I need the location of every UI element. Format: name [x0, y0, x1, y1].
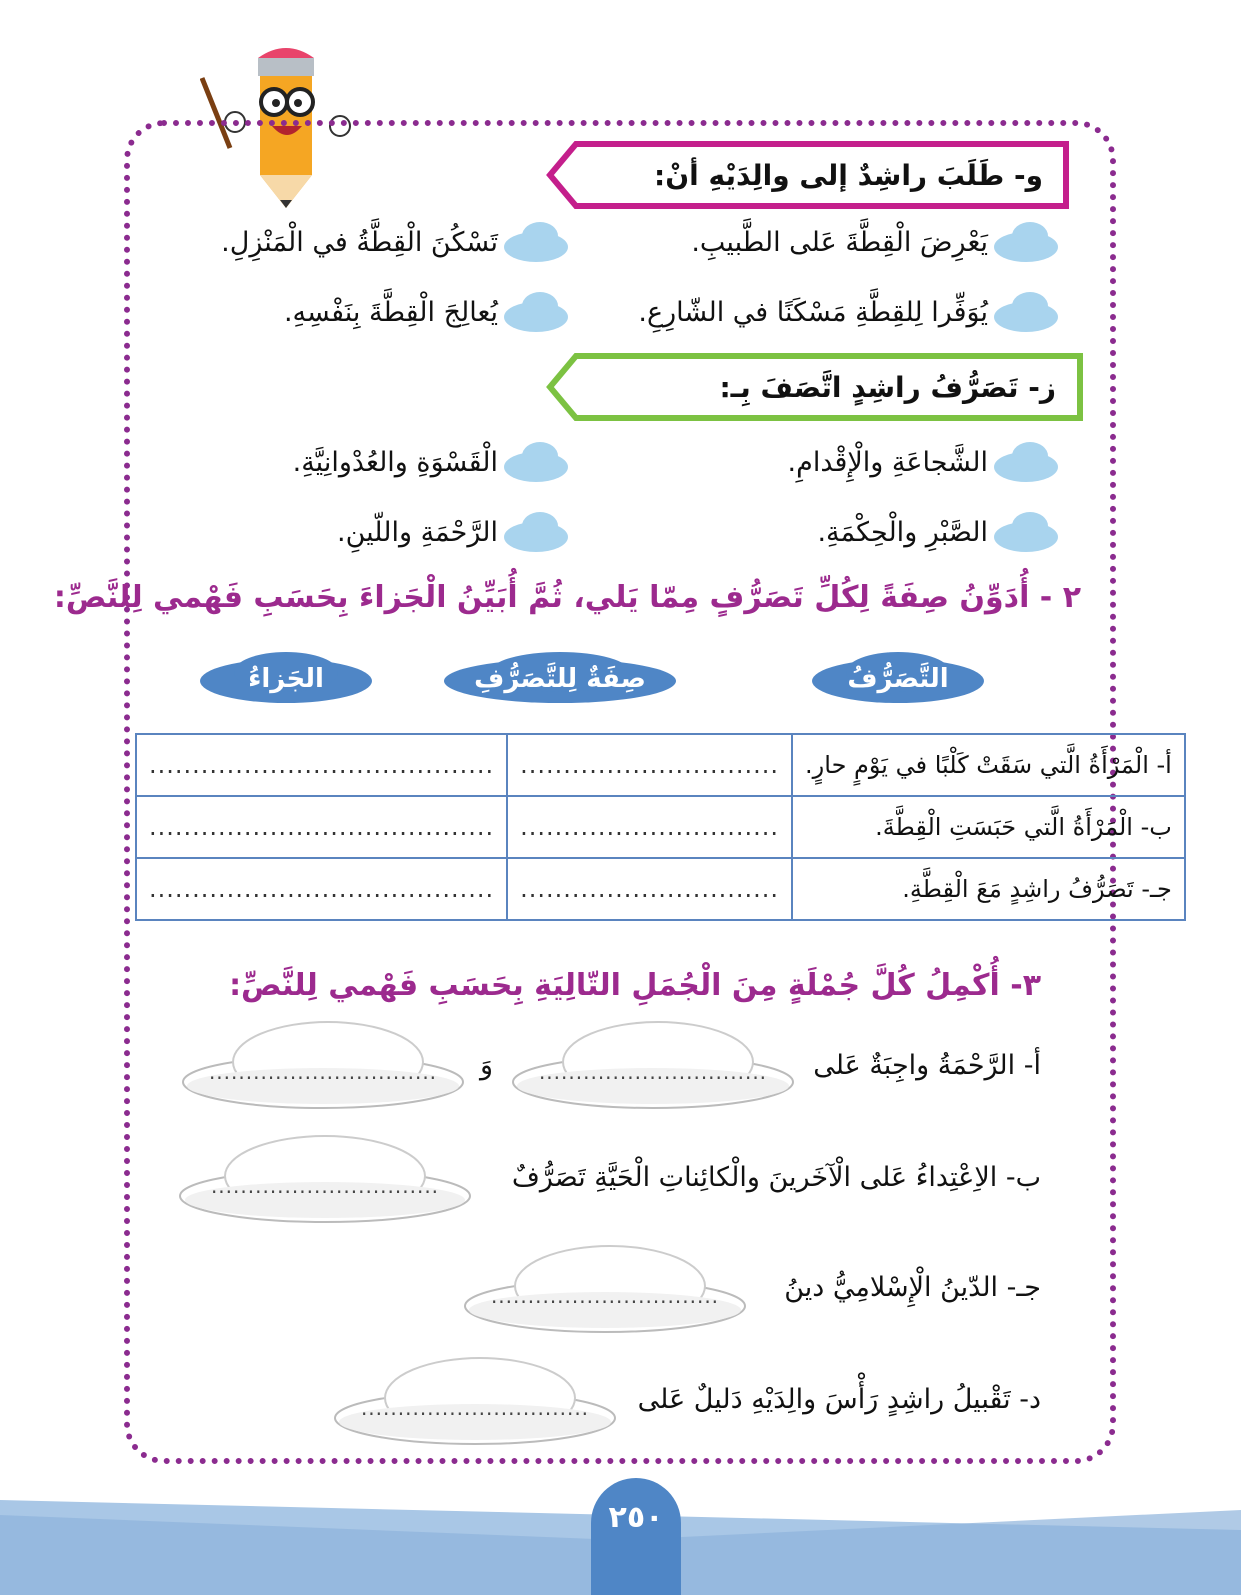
table-row: ب- الْمَرْأَةُ الَّتي حَبَسَتِ الْقِطَّةَ. .............................. ........................................ — [136, 796, 1185, 858]
answer-cloud-b[interactable]: ............................... — [175, 1130, 475, 1240]
question-w-title: و- طَلَبَ راشِدٌ إلى والِدَيْهِ أنْ: — [654, 159, 1043, 192]
page-number: ٢٥٠ — [591, 1478, 681, 1595]
option-w-2[interactable]: تَسْكُنَ الْقِطَّةُ في الْمَنْزِلِ. — [210, 216, 570, 270]
conjunction-and: وَ — [480, 1050, 494, 1081]
cloud-option-icon — [502, 440, 570, 484]
option-w-3[interactable]: يُوَفِّرا لِلقِطَّةِ مَسْكَنًا في الشّارِعِ. — [640, 286, 1060, 340]
sentence-d: د- تَقْبيلُ راشِدٍ رَأْسَ والِدَيْهِ دَليلٌ عَلى — [637, 1384, 1041, 1415]
cloud-option-icon — [992, 510, 1060, 554]
cloud-option-icon — [502, 220, 570, 264]
question-z-title: ز- تَصَرُّفُ راشِدٍ اتَّصَفَ بِـ: — [719, 371, 1056, 404]
question-z-banner — [546, 352, 1086, 424]
sentence-b: ب- الاِعْتِداءُ عَلى الْآخَرينَ والْكائِناتِ الْحَيَّةِ تَصَرُّفٌ — [511, 1162, 1041, 1193]
question-2-title: ٢ - أُدَوِّنُ صِفَةً لِكُلِّ تَصَرُّفٍ مِمّا يَلي، ثُمَّ أُبَيِّنُ الْجَزاءَ بِحَسَبِ فَهْمي لِلنَّصِّ: — [53, 580, 1081, 615]
answer-cloud-d[interactable]: ............................... — [330, 1352, 620, 1462]
option-w-4[interactable]: يُعالِجَ الْقِطَّةَ بِنَفْسِهِ. — [210, 286, 570, 340]
answer-cloud-a1[interactable]: ............................... — [508, 1016, 798, 1126]
option-z-2[interactable]: الْقَسْوَةِ والعُدْوانِيَّةِ. — [210, 436, 570, 490]
table-row: أ- الْمَرْأَةُ الَّتي سَقَتْ كَلْبًا في يَوْمٍ حارٍ. .............................. ........................................ — [136, 734, 1185, 796]
sentence-c: جـ- الدّينُ الْإِسْلامِيُّ دينُ — [784, 1272, 1041, 1303]
option-z-3[interactable]: الصَّبْرِ والْحِكْمَةِ. — [640, 506, 1060, 560]
question-3-title: ٣- أُكْمِلُ كُلَّ جُمْلَةٍ مِنَ الْجُمَلِ التّالِيَةِ بِحَسَبِ فَهْمي لِلنَّصِّ: — [229, 968, 1041, 1003]
header-trait: صِفَةٌ لِلتَّصَرُّفِ — [440, 650, 680, 712]
option-w-1[interactable]: يَعْرِضَ الْقِطَّةَ عَلى الطَّبيبِ. — [640, 216, 1060, 270]
header-reward: الجَزاءُ — [196, 650, 376, 712]
cloud-option-icon — [502, 510, 570, 554]
question-w-banner — [546, 140, 1073, 212]
behavior-table — [135, 733, 1186, 921]
cloud-option-icon — [992, 220, 1060, 264]
table-row: جـ- تَصَرُّفُ راشِدٍ مَعَ الْقِطَّةِ. .............................. ........................................ — [136, 858, 1185, 920]
header-action: التَّصَرُّفُ — [808, 650, 988, 712]
cloud-option-icon — [502, 290, 570, 334]
sentence-a: أ- الرَّحْمَةُ واجِبَةٌ عَلى — [813, 1050, 1041, 1081]
cloud-option-icon — [992, 290, 1060, 334]
answer-cloud-a2[interactable]: ............................... — [178, 1016, 468, 1126]
option-z-1[interactable]: الشَّجاعَةِ والْإِقْدامِ. — [640, 436, 1060, 490]
cloud-option-icon — [992, 440, 1060, 484]
answer-cloud-c[interactable]: ............................... — [460, 1240, 750, 1350]
option-z-4[interactable]: الرَّحْمَةِ واللّينِ. — [210, 506, 570, 560]
